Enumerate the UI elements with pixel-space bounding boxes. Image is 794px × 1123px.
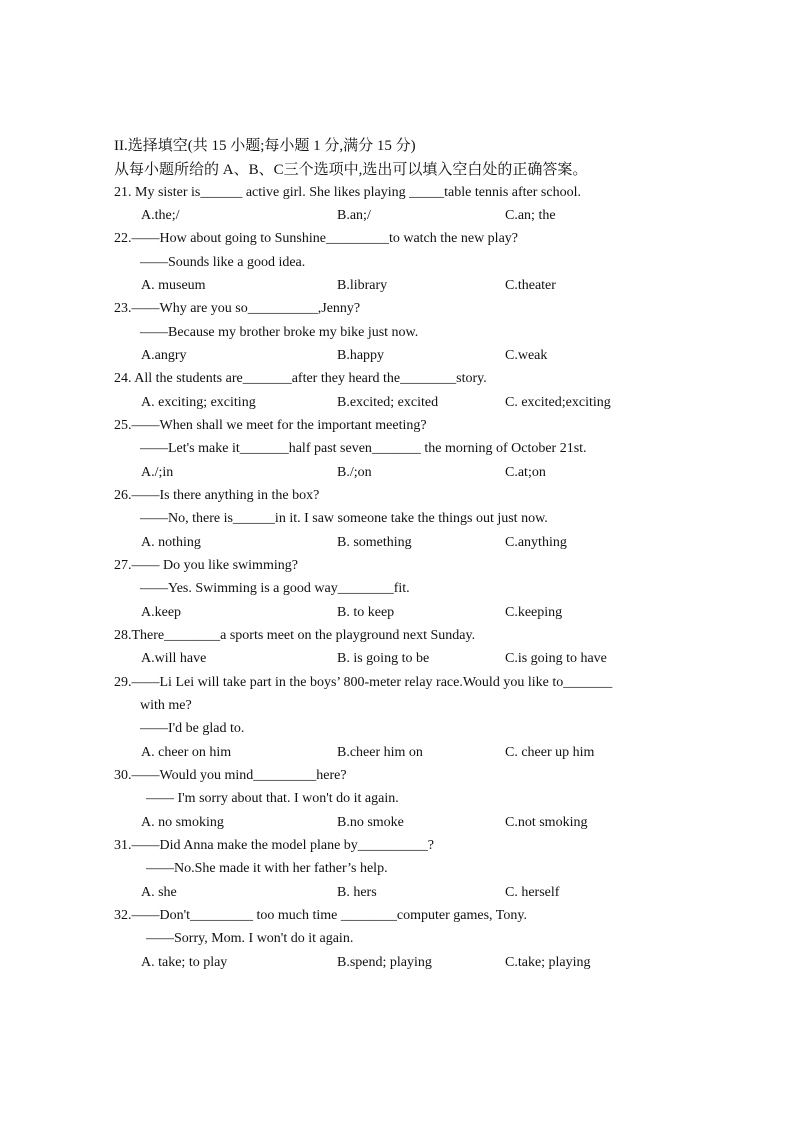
question-28-option-a: A.will have: [141, 651, 207, 666]
question-32-stem: 32.——Don't_________ too much time ________computer games, Tony.: [114, 908, 527, 923]
question-29-option-b: B.cheer him on: [337, 745, 423, 760]
question-32-option-b: B.spend; playing: [337, 955, 432, 970]
question-23-option-a: A.angry: [141, 348, 187, 363]
question-32-option-c: C.take; playing: [505, 955, 591, 970]
question-32-reply: ——Sorry, Mom. I won't do it again.: [146, 931, 354, 946]
question-21-stem: 21. My sister is______ active girl. She likes playing _____table tennis after school.: [114, 185, 581, 200]
question-29-stem: 29.——Li Lei will take part in the boys’ 800-meter relay race.Would you like to_______: [114, 675, 613, 690]
question-21-option-a: A.the;/: [141, 208, 180, 223]
question-30-option-c: C.not smoking: [505, 815, 588, 830]
question-30-stem: 30.——Would you mind_________here?: [114, 768, 347, 783]
question-31-option-b: B. hers: [337, 885, 377, 900]
question-27-option-a: A.keep: [141, 605, 182, 620]
question-29-option-a: A. cheer on him: [141, 745, 232, 760]
question-22-reply: ——Sounds like a good idea.: [140, 255, 306, 270]
question-27-option-b: B. to keep: [337, 605, 395, 620]
question-22-option-b: B.library: [337, 278, 388, 293]
question-31-option-c: C. herself: [505, 885, 560, 900]
question-26-option-a: A. nothing: [141, 535, 201, 550]
question-32-option-a: A. take; to play: [141, 955, 228, 970]
question-29-option-c: C. cheer up him: [505, 745, 595, 760]
question-25-reply: ——Let's make it_______half past seven_______ the morning of October 21st.: [140, 441, 587, 456]
section-title: II.选择填空(共 15 小题;每小题 1 分,满分 15 分): [114, 138, 416, 154]
question-29-reply: ——I'd be glad to.: [140, 721, 245, 736]
question-25-option-c: C.at;on: [505, 465, 546, 480]
question-24-option-c: C. excited;exciting: [505, 395, 611, 410]
question-27-reply: ——Yes. Swimming is a good way________fit.: [140, 581, 410, 596]
question-24-option-b: B.excited; excited: [337, 395, 439, 410]
question-28-stem: 28.There________a sports meet on the playground next Sunday.: [114, 628, 476, 643]
question-23-stem: 23.——Why are you so__________,Jenny?: [114, 301, 361, 316]
question-23-option-c: C.weak: [505, 348, 548, 363]
question-29-stem-continued: with me?: [140, 698, 192, 713]
question-23-reply: ——Because my brother broke my bike just now.: [140, 325, 419, 340]
question-21-option-b: B.an;/: [337, 208, 371, 223]
question-30-reply: —— I'm sorry about that. I won't do it again.: [146, 791, 399, 806]
question-31-reply: ——No.She made it with her father’s help.: [146, 861, 388, 876]
question-24-stem: 24. All the students are_______after they heard the________story.: [114, 371, 487, 386]
question-26-option-c: C.anything: [505, 535, 567, 550]
question-25-option-a: A./;in: [141, 465, 174, 480]
question-27-option-c: C.keeping: [505, 605, 563, 620]
question-31-option-a: A. she: [141, 885, 177, 900]
question-26-reply: ——No, there is______in it. I saw someone take the things out just now.: [140, 511, 548, 526]
section-instruction: 从每小题所给的 A、B、C三个选项中,选出可以填入空白处的正确答案。: [114, 162, 588, 178]
question-22-option-c: C.theater: [505, 278, 556, 293]
question-27-stem: 27.—— Do you like swimming?: [114, 558, 298, 573]
question-25-stem: 25.——When shall we meet for the important meeting?: [114, 418, 427, 433]
question-23-option-b: B.happy: [337, 348, 385, 363]
question-26-option-b: B. something: [337, 535, 412, 550]
question-30-option-a: A. no smoking: [141, 815, 224, 830]
question-26-stem: 26.——Is there anything in the box?: [114, 488, 320, 503]
question-22-option-a: A. museum: [141, 278, 206, 293]
question-31-stem: 31.——Did Anna make the model plane by__________?: [114, 838, 434, 853]
question-21-option-c: C.an; the: [505, 208, 556, 223]
question-28-option-b: B. is going to be: [337, 651, 430, 666]
question-24-option-a: A. exciting; exciting: [141, 395, 256, 410]
question-30-option-b: B.no smoke: [337, 815, 404, 830]
question-25-option-b: B./;on: [337, 465, 372, 480]
question-22-stem: 22.——How about going to Sunshine_________to watch the new play?: [114, 231, 519, 246]
question-28-option-c: C.is going to have: [505, 651, 607, 666]
